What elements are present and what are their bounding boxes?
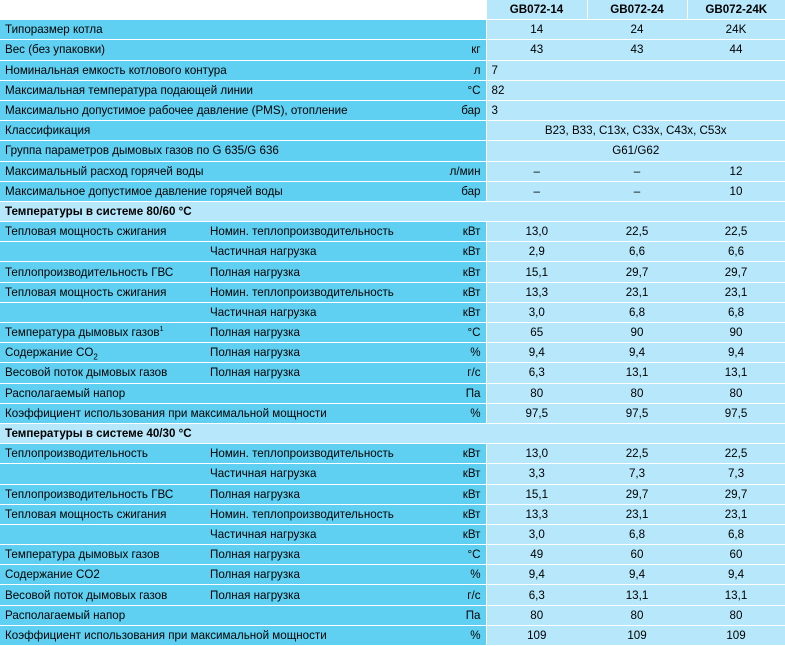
table-row: [0, 383, 785, 403]
table-row: [0, 40, 785, 60]
param-unit: кВт: [442, 302, 486, 322]
param-value: 60: [587, 545, 687, 565]
param-value: 6,8: [587, 302, 687, 322]
table-row: [0, 343, 785, 363]
param-unit: кВт: [442, 282, 486, 302]
param-value: 109: [687, 625, 785, 645]
param-unit: [442, 141, 486, 161]
section-header-80-60: [0, 201, 785, 221]
footnote-marker: 1: [159, 326, 164, 334]
param-value: 29,7: [687, 484, 785, 504]
param-value: 9,4: [687, 565, 785, 585]
param-value: 9,4: [486, 565, 587, 585]
param-value: 43: [587, 40, 687, 60]
param-label: Типоразмер котла: [0, 20, 442, 40]
param-value: 13,0: [486, 444, 587, 464]
param-value: 3: [486, 100, 785, 120]
table-row: [0, 141, 785, 161]
param-unit: Па: [442, 605, 486, 625]
param-mode: Полная нагрузка: [205, 343, 442, 363]
param-label: Тепловая мощность сжигания: [0, 282, 205, 302]
param-unit: кВт: [442, 504, 486, 524]
param-unit: %: [442, 625, 486, 645]
param-unit: %: [442, 343, 486, 363]
table-row: [0, 484, 785, 504]
table-row: [0, 585, 785, 605]
param-unit: °C: [442, 323, 486, 343]
param-value: 29,7: [687, 262, 785, 282]
param-value: 97,5: [587, 403, 687, 423]
table-row: [0, 181, 785, 201]
param-label: [0, 323, 205, 343]
param-unit: кВт: [442, 444, 486, 464]
param-value: 13,3: [486, 504, 587, 524]
param-value: 7,3: [687, 464, 785, 484]
table-row: [0, 625, 785, 645]
param-value: 3,0: [486, 524, 587, 544]
param-value: 7,3: [587, 464, 687, 484]
param-unit: бар: [442, 100, 486, 120]
param-value: 23,1: [687, 282, 785, 302]
param-unit: г/с: [442, 585, 486, 605]
param-value: 6,6: [687, 242, 785, 262]
param-unit: л: [442, 60, 486, 80]
table-row: [0, 403, 785, 423]
param-unit: кВт: [442, 262, 486, 282]
param-value: 22,5: [587, 222, 687, 242]
param-value: 90: [587, 323, 687, 343]
param-label: Теплопроизводительность ГВС: [0, 262, 205, 282]
param-mode: Полная нагрузка: [205, 545, 442, 565]
param-unit: кВт: [442, 524, 486, 544]
table-row: [0, 545, 785, 565]
param-value: 22,5: [687, 444, 785, 464]
param-value: 80: [687, 605, 785, 625]
section-title: Температуры в системе 80/60 °C: [0, 201, 785, 221]
param-label: Теплопроизводительность: [0, 444, 205, 464]
param-value: 60: [687, 545, 785, 565]
param-label: [0, 302, 205, 322]
param-value: 80: [486, 383, 587, 403]
param-unit: кВт: [442, 242, 486, 262]
param-unit: кВт: [442, 464, 486, 484]
param-value: 29,7: [587, 484, 687, 504]
section-title: Температуры в системе 40/30 °C: [0, 423, 785, 443]
param-value: 6,8: [687, 524, 785, 544]
param-label: [0, 464, 205, 484]
param-mode: Номин. теплопроизводительность: [205, 504, 442, 524]
param-unit: кг: [442, 40, 486, 60]
param-value: 44: [687, 40, 785, 60]
table-row: [0, 323, 785, 343]
param-mode: Номин. теплопроизводительность: [205, 222, 442, 242]
param-mode: Номин. теплопроизводительность: [205, 282, 442, 302]
param-label: Весовой поток дымовых газов: [0, 363, 205, 383]
param-label: Располагаемый напор: [0, 605, 442, 625]
param-unit: кВт: [442, 484, 486, 504]
param-value: 15,1: [486, 484, 587, 504]
param-value: 82: [486, 80, 785, 100]
param-label: Вес (без упаковки): [0, 40, 442, 60]
param-mode: Номин. теплопроизводительность: [205, 444, 442, 464]
param-value: 22,5: [687, 222, 785, 242]
label-text: Содержание CO: [5, 346, 94, 360]
param-label: Тепловая мощность сжигания: [0, 504, 205, 524]
param-value: 24K: [687, 20, 785, 40]
param-value: G61/G62: [486, 141, 785, 161]
param-label: Коэффициент использования при максимальной мощности: [0, 625, 442, 645]
param-value: 23,1: [687, 504, 785, 524]
param-mode: Полная нагрузка: [205, 565, 442, 585]
param-value: 13,1: [687, 585, 785, 605]
param-value: –: [587, 161, 687, 181]
param-value: 13,1: [587, 363, 687, 383]
table-row: [0, 302, 785, 322]
param-mode: Частичная нагрузка: [205, 464, 442, 484]
param-value: 7: [486, 60, 785, 80]
param-unit: л/мин: [442, 161, 486, 181]
param-mode: Полная нагрузка: [205, 363, 442, 383]
table-row: [0, 60, 785, 80]
param-mode: Полная нагрузка: [205, 484, 442, 504]
param-value: 43: [486, 40, 587, 60]
param-unit: кВт: [442, 222, 486, 242]
param-unit: °C: [442, 80, 486, 100]
param-value: 22,5: [587, 444, 687, 464]
param-value: 24: [587, 20, 687, 40]
param-value: 80: [687, 383, 785, 403]
param-value: 65: [486, 323, 587, 343]
param-value: 9,4: [587, 343, 687, 363]
table-row: [0, 605, 785, 625]
param-value: –: [486, 181, 587, 201]
param-value: 80: [587, 383, 687, 403]
param-value: 14: [486, 20, 587, 40]
table-row: [0, 262, 785, 282]
param-label: Коэффициент использования при максимальной мощности: [0, 403, 442, 423]
param-value: –: [486, 161, 587, 181]
table-row: [0, 282, 785, 302]
model-header: GB072-14: [486, 0, 587, 20]
param-mode: Полная нагрузка: [205, 262, 442, 282]
param-value: 9,4: [587, 565, 687, 585]
param-label: Максимально допустимое рабочее давление (PMS), отопление: [0, 100, 442, 120]
param-unit: °C: [442, 545, 486, 565]
table-row: [0, 464, 785, 484]
param-value: 90: [687, 323, 785, 343]
param-value: 23,1: [587, 504, 687, 524]
table-row: [0, 363, 785, 383]
param-value: 13,1: [687, 363, 785, 383]
param-label: Группа параметров дымовых газов по G 635/G 636: [0, 141, 442, 161]
table-row: [0, 100, 785, 120]
table-row: [0, 444, 785, 464]
table-row: [0, 20, 785, 40]
header-blank: [0, 0, 486, 20]
model-header: GB072-24: [587, 0, 687, 20]
param-unit: [442, 20, 486, 40]
param-value: 3,3: [486, 464, 587, 484]
table-row: [0, 524, 785, 544]
param-label: Весовой поток дымовых газов: [0, 585, 205, 605]
param-value: 13,0: [486, 222, 587, 242]
param-value: 97,5: [687, 403, 785, 423]
section-header-40-30: [0, 423, 785, 443]
param-unit: г/с: [442, 363, 486, 383]
param-label: Максимальный расход горячей воды: [0, 161, 442, 181]
param-mode: Частичная нагрузка: [205, 524, 442, 544]
header-row: [0, 0, 785, 20]
param-value: 12: [687, 161, 785, 181]
param-value: 6,8: [587, 524, 687, 544]
param-value: 6,8: [687, 302, 785, 322]
param-value: 80: [486, 605, 587, 625]
param-label: Располагаемый напор: [0, 383, 442, 403]
param-label: [0, 524, 205, 544]
table-row: [0, 504, 785, 524]
param-unit: [442, 121, 486, 141]
param-mode: Полная нагрузка: [205, 585, 442, 605]
param-value: B23, B33, C13x, C33x, C43x, C53x: [486, 121, 785, 141]
table-row: [0, 80, 785, 100]
param-value: 23,1: [587, 282, 687, 302]
param-label: Классификация: [0, 121, 442, 141]
param-value: 15,1: [486, 262, 587, 282]
param-value: 9,4: [687, 343, 785, 363]
param-value: 49: [486, 545, 587, 565]
model-header: GB072-24K: [687, 0, 785, 20]
table-row: [0, 565, 785, 585]
param-value: 10: [687, 181, 785, 201]
param-value: 9,4: [486, 343, 587, 363]
param-value: 109: [486, 625, 587, 645]
label-text: Температура дымовых газов: [5, 326, 160, 340]
param-value: 2,9: [486, 242, 587, 262]
param-label: Максимальное допустимое давление горячей воды: [0, 181, 442, 201]
param-label: Максимальная температура подающей линии: [0, 80, 442, 100]
param-value: 6,3: [486, 363, 587, 383]
param-mode: Полная нагрузка: [205, 323, 442, 343]
param-value: 80: [587, 605, 687, 625]
param-unit: %: [442, 403, 486, 423]
param-label: Тепловая мощность сжигания: [0, 222, 205, 242]
param-mode: Частичная нагрузка: [205, 242, 442, 262]
table-row: [0, 161, 785, 181]
table-row: [0, 242, 785, 262]
table-row: [0, 121, 785, 141]
param-label: [0, 343, 205, 363]
param-label: Содержание CO2: [0, 565, 205, 585]
param-label: [0, 242, 205, 262]
param-value: 29,7: [587, 262, 687, 282]
param-label: Температура дымовых газов: [0, 545, 205, 565]
param-value: –: [587, 181, 687, 201]
table-row: [0, 222, 785, 242]
param-value: 6,3: [486, 585, 587, 605]
param-label: Теплопроизводительность ГВС: [0, 484, 205, 504]
param-value: 109: [587, 625, 687, 645]
param-value: 3,0: [486, 302, 587, 322]
param-mode: Частичная нагрузка: [205, 302, 442, 322]
subscript: 2: [93, 352, 98, 362]
param-unit: Па: [442, 383, 486, 403]
param-label: Номинальная емкость котлового контура: [0, 60, 442, 80]
param-unit: бар: [442, 181, 486, 201]
param-value: 13,3: [486, 282, 587, 302]
param-value: 6,6: [587, 242, 687, 262]
param-value: 13,1: [587, 585, 687, 605]
param-unit: %: [442, 565, 486, 585]
param-value: 97,5: [486, 403, 587, 423]
